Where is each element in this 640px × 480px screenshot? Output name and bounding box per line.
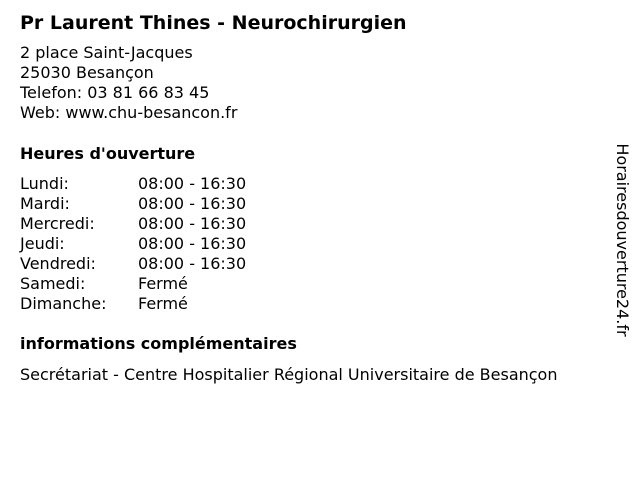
- hours-time: 08:00 - 16:30: [138, 214, 247, 233]
- hours-day: Mercredi:: [20, 214, 95, 233]
- hours-day: Vendredi:: [20, 254, 96, 273]
- phone-number: Telefon: 03 81 66 83 45: [20, 83, 210, 102]
- hours-time: 08:00 - 16:30: [138, 174, 247, 193]
- address-city: 25030 Besançon: [20, 63, 154, 82]
- additional-info-text: Secrétariat - Centre Hospitalier Régional Universitaire de Besançon: [20, 365, 558, 384]
- site-watermark: [604, 134, 640, 346]
- business-card: [20, 10, 620, 470]
- address-street: 2 place Saint-Jacques: [20, 43, 193, 62]
- hours-time: 08:00 - 16:30: [138, 194, 247, 213]
- hours-time: 08:00 - 16:30: [138, 254, 247, 273]
- hours-day: Jeudi:: [20, 234, 65, 253]
- hours-time: Fermé: [138, 274, 188, 293]
- hours-time: 08:00 - 16:30: [138, 234, 247, 253]
- additional-info-heading: informations complémentaires: [20, 334, 297, 353]
- hours-day: Dimanche:: [20, 294, 107, 313]
- hours-day: Samedi:: [20, 274, 86, 293]
- watermark-text: Horairesdouverture24.fr: [613, 143, 632, 337]
- hours-time: Fermé: [138, 294, 188, 313]
- hours-day: Mardi:: [20, 194, 70, 213]
- website: Web: www.chu-besancon.fr: [20, 103, 238, 122]
- hours-day: Lundi:: [20, 174, 69, 193]
- address-block: [20, 43, 237, 123]
- opening-hours-heading: Heures d'ouverture: [20, 144, 196, 163]
- page-title: Pr Laurent Thines - Neurochirurgien: [20, 12, 407, 34]
